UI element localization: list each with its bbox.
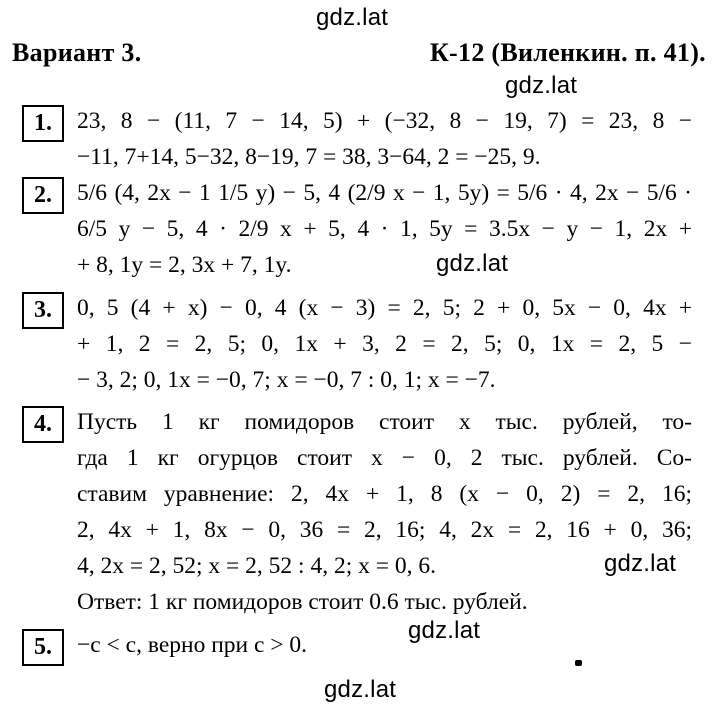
watermark-top: gdz.lat [316, 4, 389, 31]
problem-number-box: 5. [22, 629, 64, 666]
problem-text [77, 175, 692, 283]
answer-line: Ответ: 1 кг помидоров стоит 0.6 тыс. рублей. [77, 589, 528, 615]
problem-text [77, 404, 692, 620]
problem-line: 2, 4x + 1, 8x − 0, 36 = 2, 16; 4, 2x = 2, 16 + 0, 36; [77, 517, 692, 543]
problem-line: + 8, 1y = 2, 3x + 7, 1y. [77, 252, 292, 278]
problem-line: ставим уравнение: 2, 4x + 1, 8 (x − 0, 2) = 2, 16; [77, 481, 692, 507]
problem-line: 6/5 y − 5, 4 · 2/9 x + 5, 4 · 1, 5y = 3.5x − y − 1, 2x + [77, 216, 692, 242]
problem-line: 4, 2x = 2, 52; x = 2, 52 : 4, 2; x = 0, 6. [77, 553, 436, 579]
problem-line: 5/6 (4, 2x − 1 1/5 y) − 5, 4 (2/9 x − 1, 5y) = 5/6 · 4, 2x − 5/6 · [77, 180, 692, 206]
watermark-bottom: gdz.lat [324, 676, 397, 703]
watermark-problem-2: gdz.lat [436, 250, 509, 277]
problem-text [77, 627, 692, 663]
problem-line: 23, 8 − (11, 7 − 14, 5) + (−32, 8 − 19, 7) = 23, 8 − [77, 108, 692, 134]
watermark-problem-5: gdz.lat [408, 617, 481, 644]
problem-text [77, 103, 692, 175]
problem-number-box: 1. [22, 105, 64, 142]
variant-title: Вариант 3. [12, 38, 142, 67]
problem-line: Пусть 1 кг помидоров стоит x тыс. рублей, то- [77, 409, 692, 435]
problem-text [77, 290, 692, 398]
problem-line: −11, 7+14, 5−32, 8−19, 7 = 38, 3−64, 2 = −25, 9. [77, 144, 541, 170]
problem-number-box: 2. [22, 177, 64, 214]
watermark-header: gdz.lat [505, 72, 578, 99]
problem-line: 0, 5 (4 + x) − 0, 4 (x − 3) = 2, 5; 2 + 0, 5x − 0, 4x + [77, 295, 692, 321]
problem-line: −c < c, верно при c > 0. [77, 632, 308, 658]
problem-number-box: 3. [22, 292, 64, 329]
page-header [12, 38, 706, 72]
problem-number-box: 4. [22, 406, 64, 443]
problem-line: − 3, 2; 0, 1x = −0, 7; x = −0, 7 : 0, 1; x = −7. [77, 367, 496, 393]
problem-line: + 1, 2 = 2, 5; 0, 1x + 3, 2 = 2, 5; 0, 1x = 2, 5 − [77, 331, 692, 357]
watermark-problem-4: gdz.lat [604, 550, 677, 577]
problem-line: гда 1 кг огурцов стоит x − 0, 2 тыс. рублей. Со- [77, 445, 692, 471]
ink-dot [575, 660, 582, 666]
test-title: К-12 (Виленкин. п. 41). [429, 38, 706, 67]
